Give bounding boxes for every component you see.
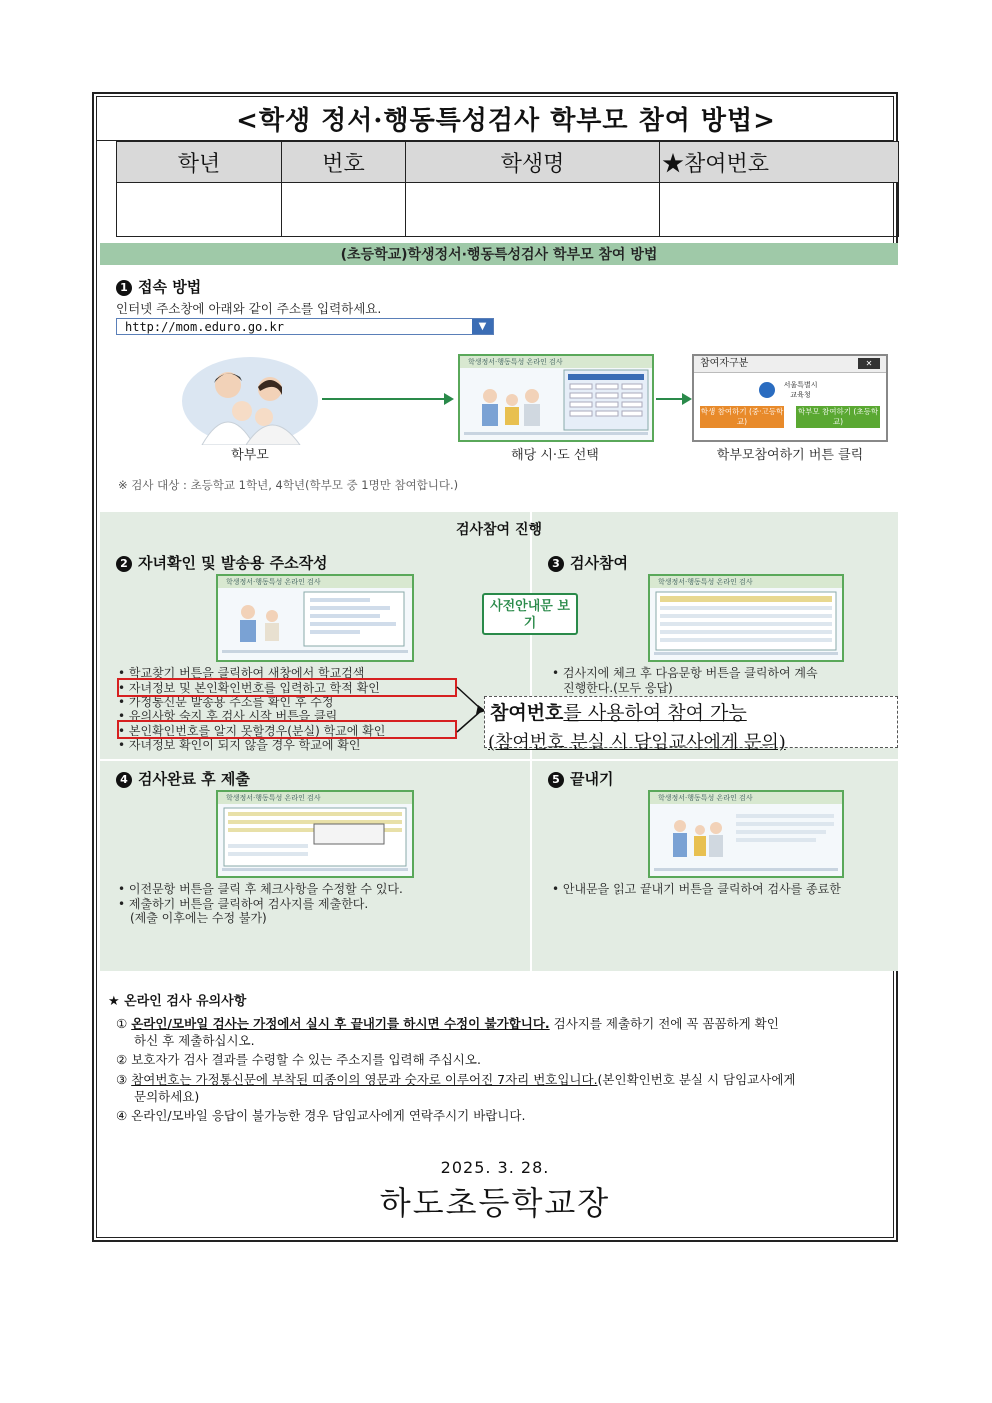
arrow-head-icon bbox=[682, 393, 692, 405]
step3-bullet: • 검사지에 체크 후 다음문항 버튼을 클릭하여 계속 bbox=[552, 666, 818, 680]
step3-number: 3 bbox=[548, 556, 564, 572]
number-cell[interactable] bbox=[282, 183, 406, 237]
flow-arrow bbox=[656, 398, 684, 400]
participation-number-cell[interactable] bbox=[660, 183, 899, 237]
step1-instruction: 인터넷 주소창에 아래와 같이 주소를 입력하세요. bbox=[116, 301, 382, 316]
step2-bullet: • 본인확인번호를 알지 못할경우(분실) 학교에 확인 bbox=[118, 724, 386, 738]
step2-bullet: • 자녀정보 확인이 되지 않을 경우 학교에 확인 bbox=[118, 738, 361, 752]
grade-cell[interactable] bbox=[117, 183, 282, 237]
parent-participate-button[interactable]: 학부모 참여하기 (초등학교) bbox=[797, 406, 879, 426]
guide-header: (초등학교)학생정서·행동특성검사 학부모 참여 방법 bbox=[100, 243, 898, 265]
step4-bullet: • 이전문항 버튼을 클릭 후 체크사항을 수정할 수 있다. bbox=[118, 882, 403, 896]
step2-screenshot: 학생정서·행동특성 온라인 검사 bbox=[216, 574, 414, 662]
highlight-box bbox=[117, 678, 457, 697]
number-header: 번호 bbox=[282, 142, 406, 183]
notice-item-3: ③ 참여번호는 가정통신문에 부착된 띠종이의 영문과 숫자로 이루어진 7자리 번호입니다.(본인확인번호 분실 시 담임교사에게 문의하세요) bbox=[116, 1072, 796, 1104]
arrow-head-icon bbox=[444, 393, 454, 405]
step4-bullet: • 제출하기 버튼을 클릭하여 검사지를 제출한다. bbox=[118, 897, 369, 911]
grade-header: 학년 bbox=[117, 142, 282, 183]
step5-title: 5 끝내기 bbox=[548, 768, 613, 789]
step5-number: 5 bbox=[548, 772, 564, 788]
flow-arrow bbox=[322, 398, 446, 400]
step2-bullet: • 학교찾기 버튼을 클릭하여 새창에서 학교검색 bbox=[118, 666, 365, 680]
step2-number: 2 bbox=[116, 556, 132, 572]
student-participate-button[interactable]: 학생 참여하기 (중·고등학교) bbox=[700, 406, 784, 426]
school-principal: 하도초등학교장 bbox=[379, 1184, 611, 1222]
step3-screenshot: 학생정서·행동특성 온라인 검사 bbox=[648, 574, 844, 662]
participation-number-header: ★참여번호 bbox=[660, 142, 899, 183]
step4-title: 4 검사완료 후 제출 bbox=[116, 768, 250, 789]
pre-guide-badge[interactable]: 사전안내문 보기 bbox=[482, 593, 578, 635]
target-note: ※ 검사 대상 : 초등학교 1학년, 4학년(학부모 중 1명만 참여합니다.) bbox=[118, 478, 459, 492]
caption-click-parent-button: 학부모참여하기 버튼 클릭 bbox=[716, 448, 864, 463]
step4-bullet: (제출 이후에는 수정 불가) bbox=[130, 911, 267, 925]
notice-item-1: ① 온라인/모바일 검사는 가정에서 실시 후 끝내기를 하시면 수정이 불가합니다. 검사지를 제출하기 전에 꼭 꼼꼼하게 확인 하신 후 제출하십시오. bbox=[116, 1016, 779, 1048]
office-logo-icon bbox=[759, 382, 775, 398]
student-name-header: 학생명 bbox=[406, 142, 660, 183]
step4-screenshot: 학생정서·행동특성 온라인 검사 bbox=[216, 790, 414, 878]
step5-screenshot: 학생정서·행동특성 온라인 검사 bbox=[648, 790, 844, 878]
address-bar[interactable]: http://mom.eduro.go.kr bbox=[116, 318, 494, 335]
progress-title: 검사참여 진행 bbox=[455, 522, 543, 538]
step2-bullet: • 자녀정보 및 본인확인번호를 입력하고 학적 확인 bbox=[118, 681, 380, 695]
step1-title: 1 접속 방법 bbox=[116, 276, 201, 297]
step2-bullet: • 유의사항 숙지 후 검사 시작 버튼을 클릭 bbox=[118, 709, 338, 723]
student-info-table bbox=[116, 141, 899, 237]
step5-bullet: • 안내문을 읽고 끝내기 버튼을 클릭하여 검사를 종료한 bbox=[552, 882, 841, 896]
popup-title: 참여자구분 bbox=[700, 358, 749, 369]
issue-date: 2025. 3. 28. bbox=[440, 1158, 550, 1177]
notice-item-4: ④ 온라인/모바일 응답이 불가능한 경우 담임교사에게 연락주시기 바랍니다. bbox=[116, 1108, 526, 1123]
callout-line2: (참여번호 분실 시 담임교사에게 문의) bbox=[488, 732, 786, 753]
step3-title: 3 검사참여 bbox=[548, 552, 628, 573]
step1-number: 1 bbox=[116, 280, 132, 296]
site-screenshot: 학생정서·행동특성 온라인 검사 bbox=[458, 354, 654, 442]
page-title: <학생 정서·행동특성검사 학부모 참여 방법> bbox=[236, 105, 776, 136]
close-icon[interactable]: ✕ bbox=[858, 358, 880, 369]
notice-item-2: ② 보호자가 검사 결과를 수령할 수 있는 주소지를 입력해 주십시오. bbox=[116, 1052, 481, 1067]
highlight-box bbox=[117, 720, 457, 739]
step2-bullet: • 가정통신문 발송용 주소를 확인 후 수정 bbox=[118, 695, 334, 709]
step4-number: 4 bbox=[116, 772, 132, 788]
step2-title: 2 자녀확인 및 발송용 주소작성 bbox=[116, 552, 328, 573]
student-name-cell[interactable] bbox=[406, 183, 660, 237]
caption-select-region: 해당 시·도 선택 bbox=[511, 448, 599, 463]
participant-popup: 참여자구분 ✕ 서울특별시 교육청 학생 참여하기 (중·고등학교) 학부모 참여하기 (초등학교) bbox=[692, 354, 888, 442]
notice-title: ★ 온라인 검사 유의사항 bbox=[108, 994, 247, 1009]
step3-bullet: 진행한다.(모두 응답) bbox=[563, 681, 673, 695]
caption-parent: 학부모 bbox=[231, 448, 269, 463]
callout-line1: 참여번호를 사용하여 참여 가능 bbox=[490, 702, 747, 724]
dropdown-arrow-icon[interactable]: ▼ bbox=[472, 319, 493, 334]
parent-photo bbox=[180, 355, 320, 445]
